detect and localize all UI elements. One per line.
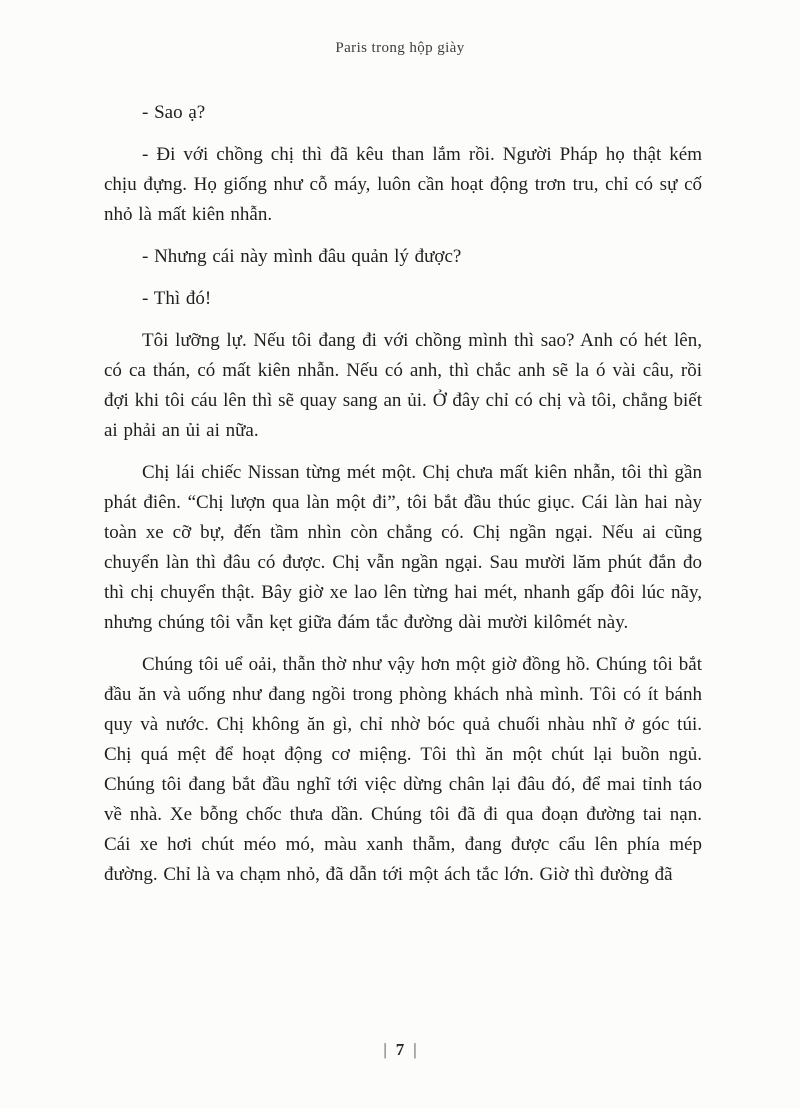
paragraph-6: Chị lái chiếc Nissan từng mét một. Chị chưa mất kiên nhẫn, tôi thì gần phát điên. “Chị lượn qua làn một đi”, tôi bắt đầu thúc giục. Cái làn hai này toàn xe cỡ bự, đến tầm nhìn còn chẳng có. Chị ngần ngại. Nếu ai cũng chuyển làn thì đâu có được. Chị vẫn ngần ngại. Sau mười lăm phút đắn đo thì chị chuyển thật. Bây giờ xe lao lên từng hai mét, nhanh gấp đôi lúc nãy, nhưng chúng tôi vẫn kẹt giữa đám tắc đường dài mười kilômét này. <box>104 462 702 633</box>
paragraph-7: Chúng tôi uể oải, thẫn thờ như vậy hơn một giờ đồng hồ. Chúng tôi bắt đầu ăn và uống như đang ngồi trong phòng khách nhà mình. Tôi có ít bánh quy và nước. Chị không ăn gì, chỉ nhờ bóc quả chuối nhàu nhĩ ở góc túi. Chị quá mệt để hoạt động cơ miệng. Tôi thì ăn một chút lại buồn ngủ. Chúng tôi đang bắt đầu nghĩ tới việc dừng chân lại đâu đó, để mai tỉnh táo về nhà. Xe bỗng chốc thưa dần. Chúng tôi đã đi qua đoạn đường tai nạn. Cái xe hơi chút méo mó, màu xanh thẫm, đang được cẩu lên phía mép đường. Chỉ là va chạm nhỏ, đã dẫn tới một ách tắc lớn. Giờ thì đường đã <box>104 654 702 885</box>
footer-left-bar: | <box>383 1040 387 1059</box>
paragraph-5: Tôi lưỡng lự. Nếu tôi đang đi với chồng mình thì sao? Anh có hét lên, có ca thán, có mất kiên nhẫn. Nếu có anh, thì chắc anh sẽ la ó vài câu, rồi đợi khi tôi cáu lên thì sẽ quay sang an ủi. Ở đây chỉ có chị và tôi, chẳng biết ai phải an ủi ai nữa. <box>104 330 702 441</box>
paragraph-2: - Đi với chồng chị thì đã kêu than lắm rồi. Người Pháp họ thật kém chịu đựng. Họ giống như cỗ máy, luôn cần hoạt động trơn tru, chỉ có sự cố nhỏ là mất kiên nhẫn. <box>104 144 702 225</box>
paragraph-1: - Sao ạ? <box>142 102 206 123</box>
page-number: 7 <box>395 1040 405 1059</box>
paragraph-3: - Nhưng cái này mình đâu quản lý được? <box>142 246 462 267</box>
page-footer <box>0 1040 800 1060</box>
page-content <box>104 98 702 902</box>
running-header: Paris trong hộp giày <box>335 40 465 56</box>
paragraph-4: - Thì đó! <box>142 288 212 309</box>
footer-right-bar: | <box>413 1040 417 1059</box>
